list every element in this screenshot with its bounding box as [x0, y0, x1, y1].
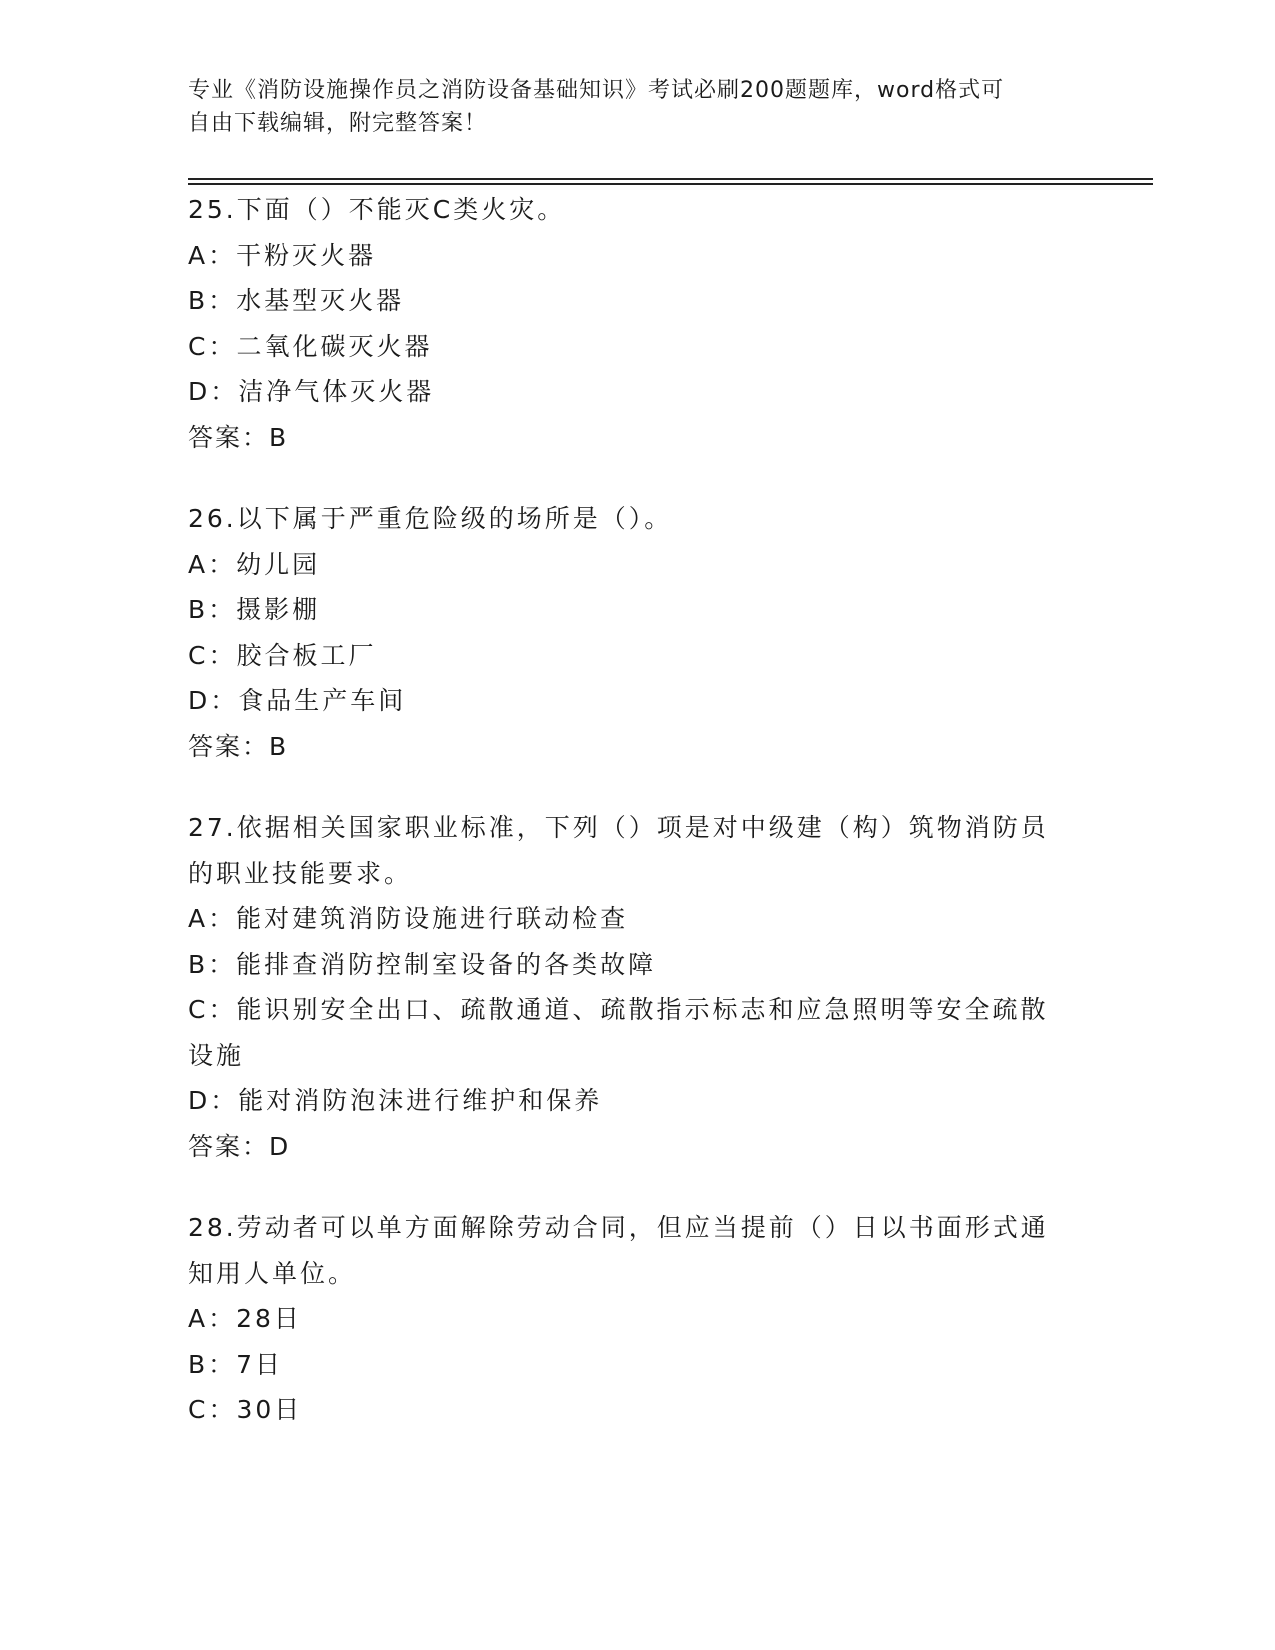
question-stem-continued: 的职业技能要求。: [188, 858, 413, 888]
option-c: C：30日: [188, 1395, 303, 1424]
option-a: A：能对建筑消防设施进行联动检查: [188, 904, 629, 933]
option-c: C：能识别安全出口、疏散通道、疏散指示标志和应急照明等安全疏散: [188, 995, 1049, 1024]
answer-value: D: [269, 1131, 290, 1161]
option-d: D：食品生产车间: [188, 686, 407, 715]
answer-label: 答案：: [188, 422, 270, 452]
header-divider-bottom: [188, 183, 1153, 185]
option-b: B：7日: [188, 1349, 284, 1379]
question-stem: 28.劳动者可以单方面解除劳动合同，但应当提前（）日以书面形式通: [188, 1213, 1049, 1242]
question-28: [188, 1205, 1088, 1433]
question-list: [188, 187, 1088, 1469]
header-line: 自由下载编辑，附完整答案！: [188, 111, 488, 136]
option-a: A：幼儿园: [188, 549, 321, 579]
document-header: [188, 74, 1068, 140]
answer-label: 答案：: [188, 731, 270, 761]
question-stem-continued: 知用人单位。: [188, 1258, 357, 1288]
option-a: A：干粉灭火器: [188, 240, 377, 270]
header-divider-top: [188, 178, 1153, 180]
option-c: C：二氧化碳灭火器: [188, 331, 433, 361]
question-27: [188, 805, 1088, 1169]
question-stem: 25.下面（）不能灭C类火灾。: [188, 195, 566, 224]
answer-value: B: [269, 731, 288, 761]
answer-value: B: [269, 422, 288, 452]
option-d: D：洁净气体灭火器: [188, 377, 435, 406]
option-b: B：能排查消防控制室设备的各类故障: [188, 949, 657, 979]
answer-line: [188, 415, 1088, 461]
option-a: A：28日: [188, 1304, 302, 1333]
option-c: C：胶合板工厂: [188, 640, 377, 670]
answer-line: [188, 1124, 1088, 1170]
option-d: D：能对消防泡沫进行维护和保养: [188, 1086, 603, 1115]
question-25: [188, 187, 1088, 460]
question-26: [188, 496, 1088, 769]
question-stem: 27.依据相关国家职业标准，下列（）项是对中级建（构）筑物消防员: [188, 813, 1049, 842]
answer-line: [188, 724, 1088, 770]
question-stem: 26.以下属于严重危险级的场所是（）。: [188, 504, 673, 533]
option-c-continued: 设施: [188, 1040, 245, 1070]
answer-label: 答案：: [188, 1131, 270, 1161]
header-line: 专业《消防设施操作员之消防设备基础知识》考试必刷200题题库，word格式可: [188, 78, 1005, 103]
option-b: B：水基型灭火器: [188, 286, 405, 315]
option-b: B：摄影棚: [188, 595, 321, 624]
